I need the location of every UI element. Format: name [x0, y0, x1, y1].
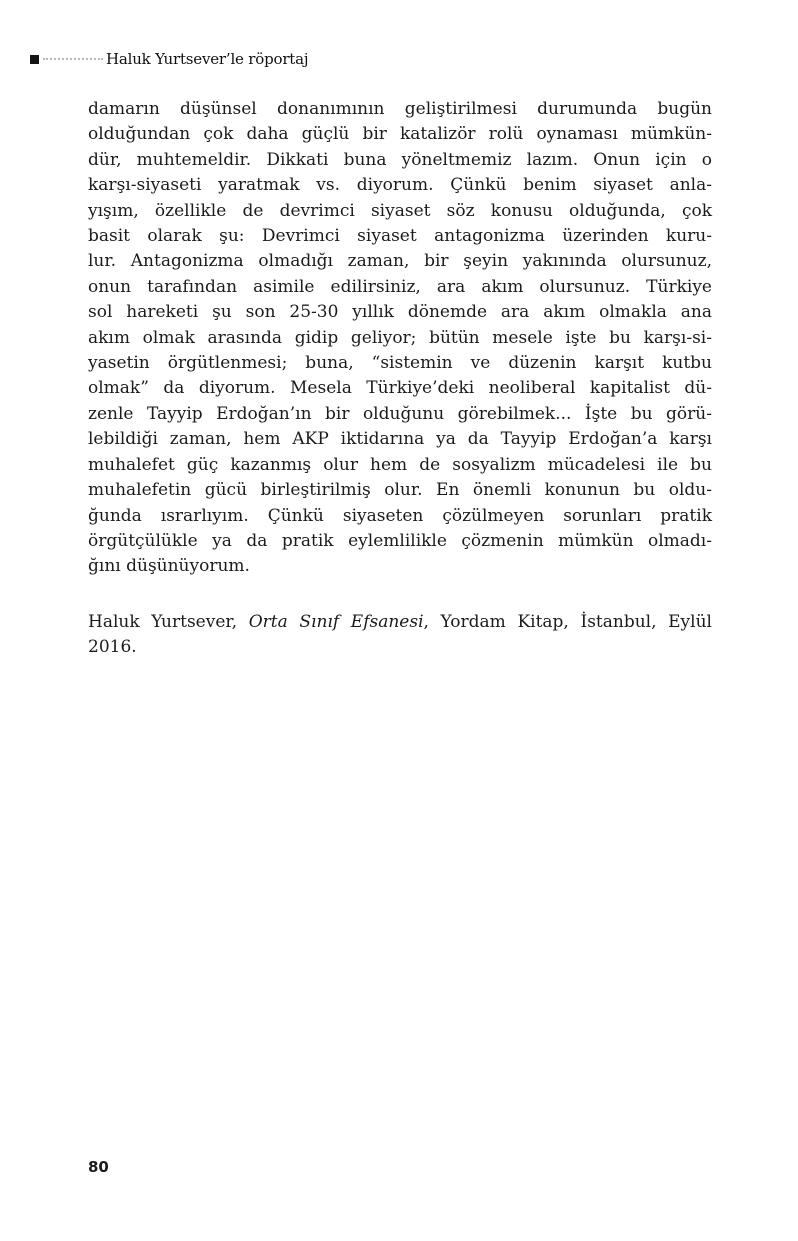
body-line: muhalefetin gücü birleştirilmiş olur. En önemli konunun bu oldu- — [88, 480, 712, 501]
citation — [88, 610, 712, 661]
body-line: sol hareketi şu son 25-30 yıllık dönemde ara akım olmakla ana — [88, 302, 712, 323]
body-line: yasetin örgütlenmesi; buna, “sistemin ve düzenin karşıt kutbu — [88, 353, 712, 374]
body-line: yışım, özellikle de devrimci siyaset söz konusu olduğunda, çok — [88, 200, 712, 221]
body-paragraph — [88, 97, 712, 580]
body-line: ğını düşünüyorum. — [88, 556, 250, 577]
running-header — [30, 50, 710, 68]
body-line: ğunda ısrarlıyım. Çünkü siyaseten çözülmeyen sorunları pratik — [88, 505, 712, 526]
body-line: lebildiği zaman, hem AKP iktidarına ya da Tayyip Erdoğan’a karşı — [88, 429, 712, 450]
body-line: olduğundan çok daha güçlü bir katalizör rolü oynaması mümkün- — [88, 124, 712, 145]
body-line: onun tarafından asimile edilirsiniz, ara akım olursunuz. Türkiye — [88, 276, 712, 297]
body-line: karşı-siyaseti yaratmak vs. diyorum. Çünkü benim siyaset anla- — [88, 175, 712, 196]
page-number: 80 — [88, 1158, 109, 1176]
running-header-title: Haluk Yurtsever’le röportaj — [106, 50, 309, 68]
body-line: lur. Antagonizma olmadığı zaman, bir şeyin yakınında olursunuz, — [88, 251, 712, 272]
body-line: akım olmak arasında gidip geliyor; bütün mesele işte bu karşı-si- — [88, 327, 712, 348]
body-line: damarın düşünsel donanımının geliştirilmesi durumunda bugün — [88, 99, 712, 119]
body-line: zenle Tayyip Erdoğan’ın bir olduğunu görebilmek... İşte bu görü- — [88, 403, 712, 424]
body-line: muhalefet güç kazanmış olur hem de sosyalizm mücadelesi ile bu — [88, 454, 712, 475]
square-marker-icon — [30, 55, 39, 64]
body-line: dür, muhtemeldir. Dikkati buna yöneltmemiz lazım. Onun için o — [88, 149, 712, 170]
body-line: örgütçülükle ya da pratik eylemlilikle çözmenin mümkün olmadı- — [88, 530, 712, 551]
body-line: basit olarak şu: Devrimci siyaset antagonizma üzerinden kuru- — [88, 226, 712, 247]
citation-publisher: , Yordam Kitap, İstanbul, Eylül 2016. — [88, 612, 712, 658]
dotted-leader-rule — [43, 58, 103, 60]
citation-author: Haluk Yurtsever, — [88, 612, 249, 632]
citation-book-title: Orta Sınıf Efsanesi — [248, 612, 424, 632]
body-line: olmak” da diyorum. Mesela Türkiye’deki neoliberal kapitalist dü- — [88, 378, 712, 399]
